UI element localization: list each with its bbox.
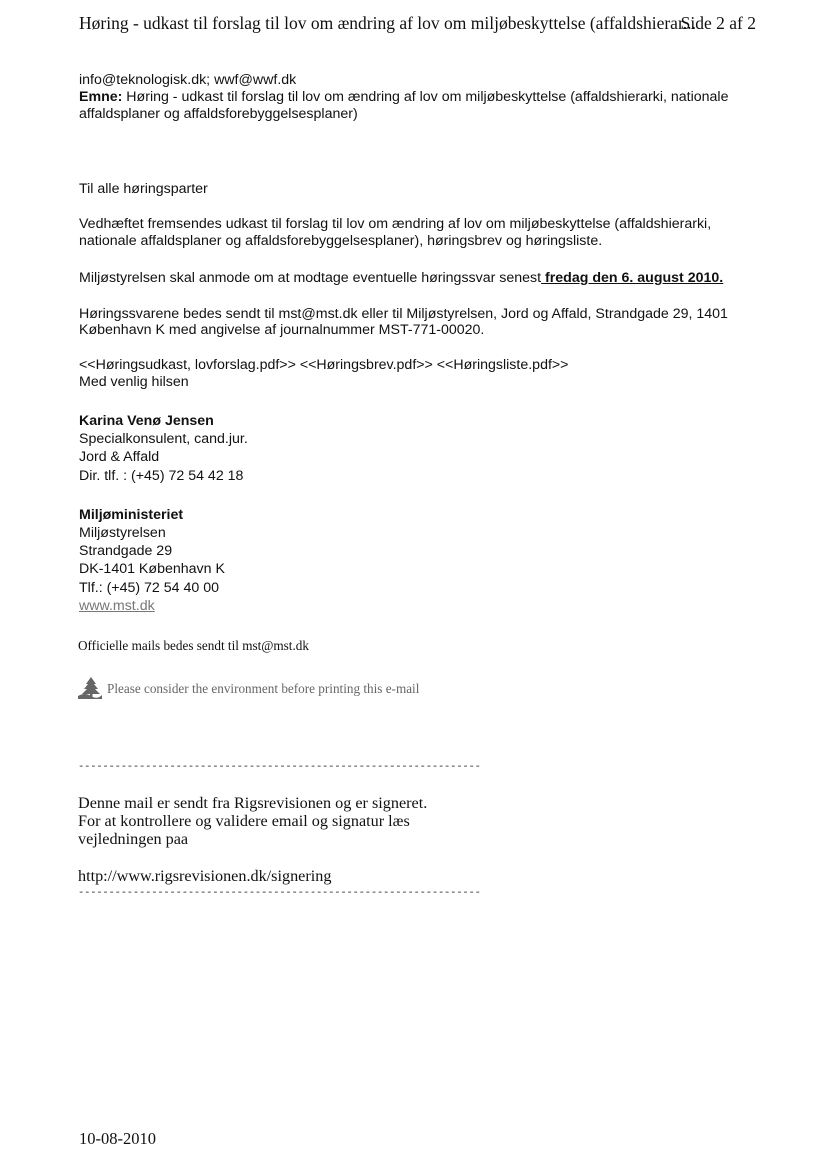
separator-top: ------------------------------------------------------------------	[78, 761, 481, 773]
separator-bottom: ------------------------------------------------------------------	[78, 887, 481, 899]
paragraph-deadline	[79, 270, 723, 288]
org-street: Strandgade 29	[79, 543, 173, 559]
subject-text-line1: Høring - udkast til forslag til lov om ændring af lov om miljøbeskyttelse (affaldshierarki, nationale	[122, 89, 729, 105]
signature-phone: Dir. tlf. : (+45) 72 54 42 18	[79, 468, 244, 484]
org-agency: Miljøstyrelsen	[79, 525, 166, 541]
paragraph-1-line-1: Vedhæftet fremsendes udkast til forslag til lov om ændring af lov om miljøbeskyttelse (affaldshierarki,	[79, 216, 712, 232]
rigs-url-link[interactable]: http://www.rigsrevisionen.dk/signering	[78, 867, 332, 885]
rigs-line-2: For at kontrollere og validere email og signatur læs	[78, 812, 410, 830]
subject-text-line2: affaldsplaner og affaldsforebyggelsesplaner)	[79, 106, 358, 122]
paragraph-1-line-2: nationale affaldsplaner og affaldsforebyggelsesplaner), høringsbrev og høringsliste.	[79, 233, 603, 249]
environment-notice: Please consider the environment before printing this e-mail	[107, 681, 420, 696]
deadline-text: Miljøstyrelsen skal anmode om at modtage eventuelle høringssvar senest	[79, 270, 542, 286]
greeting: Til alle høringsparter	[79, 181, 208, 197]
org-ministry: Miljøministeriet	[79, 507, 184, 523]
org-website-link[interactable]: www.mst.dk	[79, 598, 155, 614]
tree-icon	[77, 676, 103, 700]
print-header-page-number: Side 2 af 2	[680, 13, 756, 33]
footer-date: 10-08-2010	[79, 1129, 156, 1148]
org-city: DK-1401 København K	[79, 561, 225, 577]
subject-label: Emne:	[79, 89, 123, 105]
official-mail-notice: Officielle mails bedes sendt til mst@mst.dk	[78, 638, 309, 653]
deadline-date: fredag den 6. august 2010.	[541, 270, 724, 286]
rigs-line-3: vejledningen paa	[78, 830, 189, 848]
mail-recipients: info@teknologisk.dk; wwf@wwf.dk	[79, 72, 297, 88]
org-phone: Tlf.: (+45) 72 54 40 00	[79, 580, 219, 596]
print-header-title: Høring - udkast til forslag til lov om ændring af lov om miljøbeskyttelse (affaldshierar...	[79, 13, 696, 33]
attachments-list[interactable]: <<Høringsudkast, lovforslag.pdf>> <<Høringsbrev.pdf>> <<Høringsliste.pdf>>	[79, 357, 569, 373]
rigs-line-1: Denne mail er sendt fra Rigsrevisionen og er signeret.	[78, 794, 428, 812]
paragraph-3-line-1: Høringssvarene bedes sendt til mst@mst.dk eller til Miljøstyrelsen, Jord og Affald, Strandgade 29, 1401	[79, 306, 728, 322]
signature-title: Specialkonsulent, cand.jur.	[79, 431, 248, 447]
mail-subject	[79, 89, 728, 107]
signature-department: Jord & Affald	[79, 449, 160, 465]
signature-name: Karina Venø Jensen	[79, 413, 214, 429]
closing: Med venlig hilsen	[79, 374, 189, 390]
paragraph-3-line-2: København K med angivelse af journalnummer MST-771-00020.	[79, 322, 485, 338]
